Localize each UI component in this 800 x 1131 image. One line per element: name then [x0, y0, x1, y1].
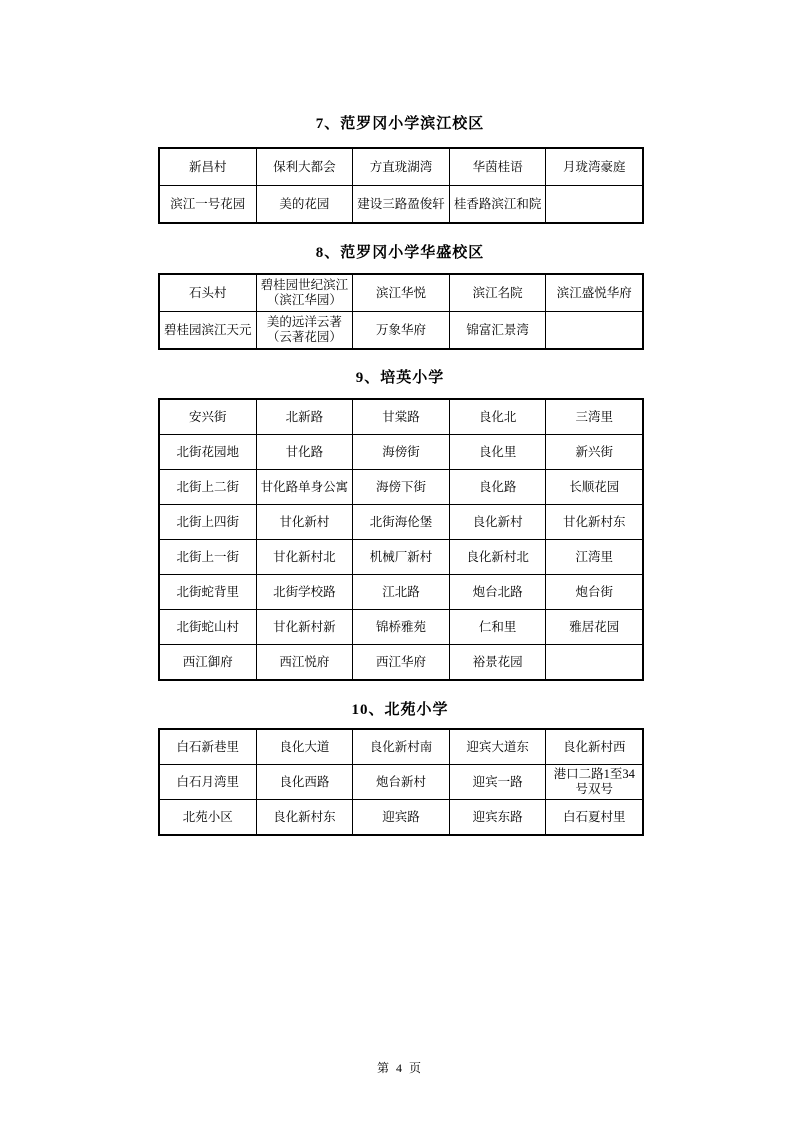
table-cell: 方直珑湖湾	[353, 148, 450, 186]
table-cell: 石头村	[159, 274, 256, 312]
section-title-huasheng-campus: 8、范罗冈小学华盛校区	[315, 245, 485, 261]
table-cell: 白石新巷里	[159, 729, 256, 765]
table-cell: 碧桂园世纪滨江（滨江华园）	[256, 274, 353, 312]
table-row	[159, 610, 643, 645]
table-cell: 迎宾路	[353, 800, 450, 836]
section-title-beiyuan-school: 10、北苑小学	[351, 702, 449, 718]
table-row	[159, 186, 643, 224]
table-cell: 建设三路盈俊轩	[353, 186, 450, 224]
zone-table-binjiang-campus	[158, 147, 644, 224]
table-cell: 安兴街	[159, 399, 256, 435]
table-cell: 北街蛇背里	[159, 575, 256, 610]
table-cell: 良化大道	[256, 729, 353, 765]
table-row	[159, 765, 643, 800]
table-cell: 华茵桂语	[449, 148, 546, 186]
table-cell: 甘化新村新	[256, 610, 353, 645]
zone-table-peiying-school	[158, 398, 644, 681]
table-cell: 北街海伦堡	[353, 505, 450, 540]
table-cell: 北街上一街	[159, 540, 256, 575]
table-cell: 甘化新村东	[546, 505, 643, 540]
table-cell: 锦富汇景湾	[449, 312, 546, 350]
table-cell: 滨江名院	[449, 274, 546, 312]
table-cell: 滨江一号花园	[159, 186, 256, 224]
table-cell: 港口二路1至34号双号	[546, 765, 643, 800]
zone-table-huasheng-campus	[158, 273, 644, 350]
table-cell: 甘棠路	[353, 399, 450, 435]
table-cell: 良化北	[449, 399, 546, 435]
table-cell: 新兴街	[546, 435, 643, 470]
table-cell: 甘化新村北	[256, 540, 353, 575]
table-cell	[546, 312, 643, 350]
table-cell: 万象华府	[353, 312, 450, 350]
table-cell: 北街上四街	[159, 505, 256, 540]
table-cell: 滨江盛悦华府	[546, 274, 643, 312]
table-cell: 白石月湾里	[159, 765, 256, 800]
table-row	[159, 540, 643, 575]
table-cell: 仁和里	[449, 610, 546, 645]
table-cell: 江北路	[353, 575, 450, 610]
table-cell: 保利大都会	[256, 148, 353, 186]
table-cell: 碧桂园滨江天元	[159, 312, 256, 350]
table-cell: 北街花园地	[159, 435, 256, 470]
page-number: 第 4 页	[376, 1061, 423, 1075]
table-cell: 迎宾大道东	[449, 729, 546, 765]
table-cell: 北新路	[256, 399, 353, 435]
table-cell: 炮台新村	[353, 765, 450, 800]
table-cell: 美的花园	[256, 186, 353, 224]
table-cell: 迎宾一路	[449, 765, 546, 800]
table-cell: 良化新村	[449, 505, 546, 540]
table-cell: 良化路	[449, 470, 546, 505]
table-row	[159, 575, 643, 610]
table-cell: 西江悦府	[256, 645, 353, 681]
table-cell: 江湾里	[546, 540, 643, 575]
table-row	[159, 399, 643, 435]
table-cell: 锦桥雅苑	[353, 610, 450, 645]
table-cell: 北街上二街	[159, 470, 256, 505]
table-cell: 北苑小区	[159, 800, 256, 836]
table-cell: 甘化路	[256, 435, 353, 470]
table-cell: 北街学校路	[256, 575, 353, 610]
table-cell: 良化西路	[256, 765, 353, 800]
table-cell: 海傍下街	[353, 470, 450, 505]
table-row	[159, 274, 643, 312]
table-cell: 良化新村西	[546, 729, 643, 765]
table-row	[159, 505, 643, 540]
table-cell: 炮台街	[546, 575, 643, 610]
table-row	[159, 729, 643, 765]
table-row	[159, 470, 643, 505]
table-row	[159, 435, 643, 470]
table-cell: 三湾里	[546, 399, 643, 435]
table-cell: 月珑湾豪庭	[546, 148, 643, 186]
table-cell: 长顺花园	[546, 470, 643, 505]
table-cell: 北街蛇山村	[159, 610, 256, 645]
table-cell: 良化新村北	[449, 540, 546, 575]
table-cell: 良化新村东	[256, 800, 353, 836]
zone-table-beiyuan-school	[158, 728, 644, 836]
table-cell	[546, 645, 643, 681]
section-title-peiying-school: 9、培英小学	[355, 370, 445, 386]
table-cell: 雅居花园	[546, 610, 643, 645]
table-cell: 海傍街	[353, 435, 450, 470]
table-cell: 新昌村	[159, 148, 256, 186]
table-cell: 迎宾东路	[449, 800, 546, 836]
section-title-binjiang-campus: 7、范罗冈小学滨江校区	[315, 116, 485, 132]
table-cell: 滨江华悦	[353, 274, 450, 312]
table-cell: 良化新村南	[353, 729, 450, 765]
table-cell: 甘化新村	[256, 505, 353, 540]
table-row	[159, 312, 643, 350]
table-cell	[546, 186, 643, 224]
table-cell: 西江御府	[159, 645, 256, 681]
table-row	[159, 645, 643, 681]
table-cell: 西江华府	[353, 645, 450, 681]
table-row	[159, 148, 643, 186]
table-cell: 炮台北路	[449, 575, 546, 610]
table-cell: 白石夏村里	[546, 800, 643, 836]
table-cell: 机械厂新村	[353, 540, 450, 575]
table-cell: 美的远洋云著（云著花园）	[256, 312, 353, 350]
table-cell: 甘化路单身公寓	[256, 470, 353, 505]
table-cell: 裕景花园	[449, 645, 546, 681]
table-cell: 良化里	[449, 435, 546, 470]
table-cell: 桂香路滨江和院	[449, 186, 546, 224]
table-row	[159, 800, 643, 836]
